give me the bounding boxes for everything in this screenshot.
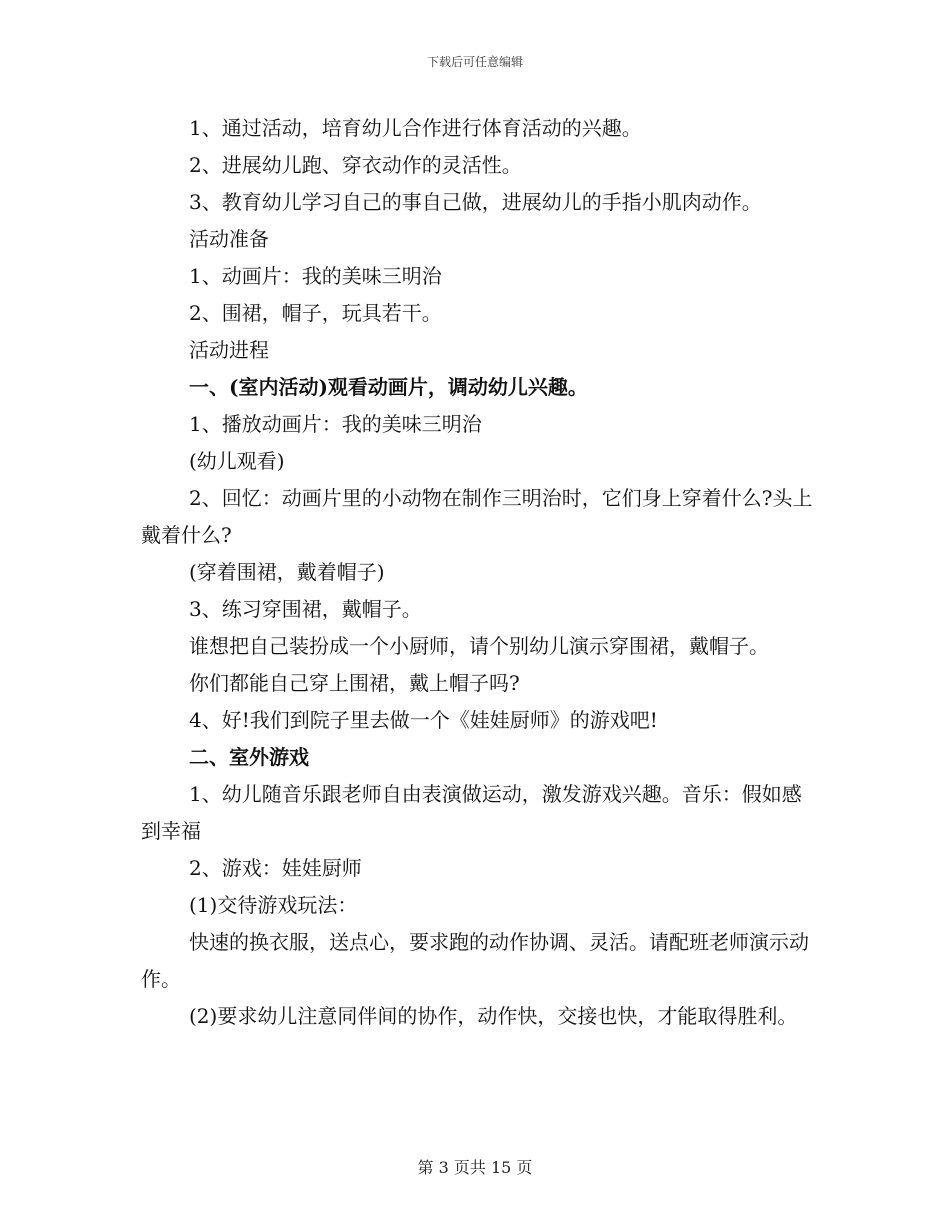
paragraph-14: 谁想把自己装扮成一个小厨师，请个别幼儿演示穿围裙，戴帽子。: [189, 634, 769, 658]
page-header: 下载后可任意编辑: [426, 55, 523, 69]
paragraph-9: 1、播放动画片：我的美味三明治: [189, 412, 482, 436]
paragraph-2: 2、进展幼儿跑、穿衣动作的灵活性。: [189, 153, 522, 177]
subheading-outdoor-game: 二、室外游戏: [189, 745, 309, 769]
paragraph-20: (1)交待游戏玩法：: [189, 893, 358, 917]
document-body: [141, 110, 821, 1035]
paragraph-12: (穿着围裙，戴着帽子): [189, 560, 385, 584]
paragraph-16: 4、好!我们到院子里去做一个《娃娃厨师》的游戏吧!: [189, 708, 658, 732]
paragraph-3: 3、教育幼儿学习自己的事自己做，进展幼儿的手指小肌肉动作。: [189, 190, 762, 214]
paragraph-1: 1、通过活动，培育幼儿合作进行体育活动的兴趣。: [189, 116, 642, 140]
section-heading-preparation: 活动准备: [189, 227, 269, 251]
subheading-indoor-activity: 一、(室内活动)观看动画片，调动幼儿兴趣。: [189, 375, 588, 399]
paragraph-15: 你们都能自己穿上围裙，戴上帽子吗?: [189, 671, 520, 695]
paragraph-21: 快速的换衣服，送点心，要求跑的动作协调、灵活。请配班老师演示动作。: [141, 930, 809, 991]
paragraph-5: 1、动画片：我的美味三明治: [189, 264, 442, 288]
paragraph-18: 1、幼儿随音乐跟老师自由表演做运动，激发游戏兴趣。音乐：假如感到幸福: [141, 782, 802, 843]
paragraph-22: (2)要求幼儿注意同伴间的协作，动作快，交接也快，才能取得胜利。: [189, 1004, 798, 1028]
page-footer: 第 3 页共 15 页: [417, 1158, 533, 1177]
paragraph-11: 2、回忆：动画片里的小动物在制作三明治时，它们身上穿着什么?头上戴着什么?: [141, 486, 813, 547]
section-heading-process: 活动进程: [189, 338, 269, 362]
paragraph-13: 3、练习穿围裙，戴帽子。: [189, 597, 422, 621]
paragraph-19: 2、游戏：娃娃厨师: [189, 856, 362, 880]
paragraph-10: (幼儿观看): [189, 449, 285, 473]
paragraph-6: 2、围裙，帽子，玩具若干。: [189, 301, 442, 325]
